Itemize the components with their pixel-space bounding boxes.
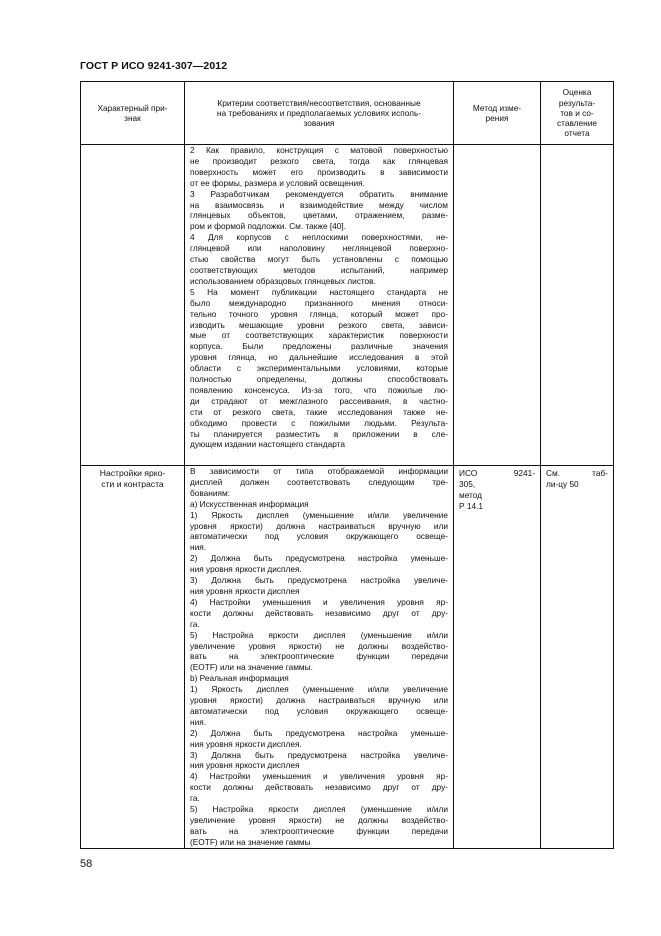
method-cell [454,466,541,849]
text-line: не производит резкого света, тогда как глянцевая [190,155,448,166]
text-line: ром и формой подложки. См. также [40]. [190,221,347,232]
text-line: 2) Должна быть предусмотрена настройка уменьше- [190,727,448,738]
report-cell [541,145,614,466]
text-line: ния. [190,542,207,553]
text-line: полностью определены, должны способствовать [190,374,448,385]
text-line: появлению консенсуса. Из-за того, что пожилые лю- [190,384,448,395]
text-line: глянцевой или наполовину неглянцевой поверхно- [190,243,448,254]
text-line: Критерии соответствия/несоответствия, основанные [217,97,421,108]
text-line: от ее формы, размера и условий освещения. [190,177,365,188]
text-line: дисплей должен соответствовать следующим тре- [190,476,448,487]
text-line: кости должны действовать независимо друг от дру- [190,607,448,618]
text-line: тов и со- [560,107,594,118]
text-line: корпуса. Были предложены различные значения [190,341,448,352]
requirements-table [80,81,614,849]
text-line: ния уровня яркости дисплея. [190,564,302,575]
text-line: 3) Должна быть предусмотрена настройка увеличе- [190,749,448,760]
feature-cell [81,466,185,849]
text-line: знак [124,113,141,123]
text-line: ли-цу 50 [546,478,579,489]
text-line: ния уровня яркости дисплея [190,760,300,771]
report-cell [541,466,614,849]
text-line: ди страдают от межглазного рассеивания, в частно- [190,395,448,406]
text-line: уровня глянца, но дальнейшие исследования в этой [190,352,448,363]
text-line: b) Реальная информация [190,673,289,684]
text-line: уровня яркости) должна настраиваться вручную или [190,695,448,706]
text-line: 1) Яркость дисплея (уменьшение и/или увеличение [190,509,448,520]
text-line: (EOTF) или на значение гаммы. [190,662,313,673]
text-line: ИСО 9241- [459,468,535,478]
criteria-cell [185,466,454,849]
text-line: Оценка [562,87,592,98]
text-line: ния уровня яркости дисплея. [190,738,302,749]
text-line: автоматически под условия окружающего освеще- [190,531,448,542]
text-line: 4) Настройки уменьшения и увеличения уровня яр- [190,771,448,782]
text-line: мые от соответствующих характеристик поверхности [190,330,448,341]
criteria-cell [185,145,454,466]
text-line: зования [303,118,335,129]
text-line: ния уровня яркости дисплея [190,585,300,596]
text-line: сти от резкого света, такие исследования также не- [190,406,448,417]
text-line: См. таб- [546,468,608,478]
text-line: результа- [558,97,596,108]
text-line: увеличение уровня яркости) не должны воздейство- [190,815,448,825]
table-row [81,145,614,466]
method-cell [454,145,541,466]
text-line: области с экспериментальными условиями, которые [190,363,448,374]
text-line: (EOTF) или на значение гаммы [190,836,311,847]
text-line: 305, [459,478,476,489]
column-header-method [454,82,541,145]
document-header: ГОСТ Р ИСО 9241-307—2012 [80,60,228,72]
text-line: ния. [190,716,207,727]
text-line: 3 Разработчикам рекомендуется обратить внимание [190,188,448,199]
text-line: использованием образцовых глянцевых листов. [190,275,376,286]
column-header-criteria [185,82,454,145]
text-line: было международно признанного мнения относи- [190,297,448,308]
text-line: а) Искусственная информация [190,498,309,509]
text-line: бованиям: [190,487,231,498]
text-line: вать на электрооптические функции передачи [190,825,448,836]
text-line: автоматически под условия окружающего освеще- [190,705,448,716]
text-line: 3) Должна быть предусмотрена настройка увеличе- [190,575,448,586]
text-line: поверхность может его производить в зависимости [190,166,448,177]
text-line: 2) Должна быть предусмотрена настройка уменьше- [190,553,448,564]
text-line: 5) Настройка яркости дисплея (уменьшение и/или [190,804,448,815]
text-line: соответствующих методов испытаний, например [190,264,448,275]
text-line: увеличение уровня яркости) не должны воздейство- [190,640,448,651]
text-line: В зависимости от типа отображаемой информации [190,466,448,476]
text-line: отчета [564,128,590,139]
table-row [81,466,614,849]
text-line: ставление [557,118,597,129]
text-line: ты планируется разместить в приложении в сле- [190,428,448,439]
text-line: уровня яркости) должна настраиваться вручную или [190,520,448,531]
text-line: метод [459,489,483,500]
text-line: 1) Яркость дисплея (уменьшение и/или увеличение [190,684,448,695]
text-line: сти и контраста [101,478,164,489]
text-line: Р 14.1 [459,500,483,511]
text-line: на требованиях и предполагаемых условиях исполь- [216,107,422,118]
text-line: 4 Для корпусов с неплоскими поверхностями, не- [190,232,448,243]
text-line: тельно точного уровня глянца, который может про- [190,308,448,319]
text-line: га. [190,618,200,629]
text-line: 5) Настройка яркости дисплея (уменьшение и/или [190,629,448,640]
text-line: Настройки ярко- [99,468,166,478]
text-line: дующем издании настоящего стандарта [190,439,345,450]
text-line: 2 Как правило, конструкция с матовой поверхностью [190,145,448,155]
text-line: обходимо провести с пожилыми людьми. Результа- [190,417,448,428]
text-line: кости должны действовать независимо друг от дру- [190,782,448,793]
table-header-row [81,82,614,145]
feature-cell [81,145,185,466]
text-line: га. [190,793,200,804]
text-line: стью свойства могут быть установлены с помощью [190,254,448,265]
text-line: глянцевых объектов, цветами, отражением, разме- [190,210,448,221]
column-header-report [541,82,614,145]
text-line: рения [485,113,509,123]
column-header-feature [81,82,185,145]
text-line: 5 На момент публикации настоящего стандарта не [190,286,448,297]
text-line: вать на электрооптические функции передачи [190,651,448,662]
text-line: Метод изме- [472,102,522,113]
page-number: 58 [80,858,93,870]
text-line: 4) Настройки уменьшения и увеличения уровня яр- [190,596,448,607]
text-line: Характерный при- [97,102,168,113]
text-line: на взаимосвязь и взаимодействие между числом [190,199,448,210]
text-line: изводить мешающие уровни резкого света, зависи- [190,319,448,330]
